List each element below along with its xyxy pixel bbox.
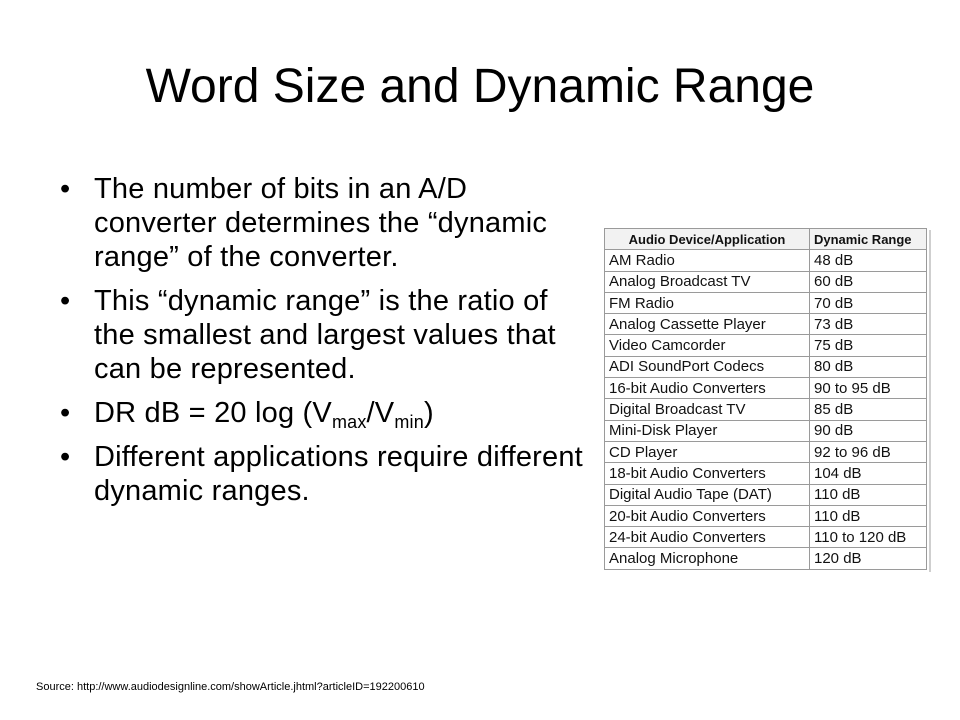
- formula-sub-max: max: [331, 412, 367, 432]
- table-row: [605, 356, 927, 377]
- table-edge-shadow: [929, 230, 931, 572]
- cell-device: Analog Cassette Player: [605, 314, 810, 335]
- bullet-list: [48, 172, 588, 518]
- cell-dynamic-range: 120 dB: [810, 548, 927, 569]
- table-row: [605, 292, 927, 313]
- bullet-text: Different applications require different dynamic ranges.: [94, 441, 583, 507]
- table-row: [605, 505, 927, 526]
- table-row: [605, 441, 927, 462]
- column-header-device: Audio Device/Application: [605, 229, 810, 250]
- cell-dynamic-range: 110 dB: [810, 505, 927, 526]
- cell-dynamic-range: 75 dB: [810, 335, 927, 356]
- bullet-marker: •: [60, 441, 71, 473]
- formula-sub-min: min: [394, 412, 424, 432]
- cell-device: Digital Broadcast TV: [605, 399, 810, 420]
- cell-device: Analog Microphone: [605, 548, 810, 569]
- bullet-item: [48, 396, 588, 430]
- cell-device: ADI SoundPort Codecs: [605, 356, 810, 377]
- cell-dynamic-range: 85 dB: [810, 399, 927, 420]
- bullet-marker: •: [60, 173, 71, 205]
- source-citation: Source: http://www.audiodesignline.com/showArticle.jhtml?articleID=192200610: [36, 681, 425, 693]
- cell-device: 24-bit Audio Converters: [605, 527, 810, 548]
- cell-device: Mini-Disk Player: [605, 420, 810, 441]
- bullet-marker: •: [60, 285, 71, 317]
- cell-device: Video Camcorder: [605, 335, 810, 356]
- cell-device: AM Radio: [605, 250, 810, 271]
- cell-dynamic-range: 80 dB: [810, 356, 927, 377]
- table-row: [605, 463, 927, 484]
- table-row: [605, 420, 927, 441]
- cell-dynamic-range: 73 dB: [810, 314, 927, 335]
- bullet-marker: •: [60, 397, 71, 429]
- formula-suffix: ): [423, 397, 434, 429]
- bullet-text: The number of bits in an A/D converter determines the “dynamic range” of the converter.: [94, 173, 548, 273]
- cell-dynamic-range: 60 dB: [810, 271, 927, 292]
- cell-device: 20-bit Audio Converters: [605, 505, 810, 526]
- formula-middle: /V: [366, 397, 395, 429]
- formula-prefix: DR dB = 20 log (V: [94, 397, 332, 429]
- slide-title: Word Size and Dynamic Range: [145, 60, 815, 113]
- table-row: [605, 250, 927, 271]
- cell-dynamic-range: 104 dB: [810, 463, 927, 484]
- table-header-row: [605, 229, 927, 250]
- cell-device: Digital Audio Tape (DAT): [605, 484, 810, 505]
- cell-dynamic-range: 48 dB: [810, 250, 927, 271]
- cell-device: FM Radio: [605, 292, 810, 313]
- dynamic-range-table: [604, 228, 927, 570]
- bullet-item: [48, 284, 588, 386]
- table-row: [605, 484, 927, 505]
- dynamic-range-table-container: [604, 228, 927, 570]
- cell-dynamic-range: 90 to 95 dB: [810, 378, 927, 399]
- table-body: [605, 250, 927, 569]
- cell-device: 16-bit Audio Converters: [605, 378, 810, 399]
- cell-device: 18-bit Audio Converters: [605, 463, 810, 484]
- cell-dynamic-range: 70 dB: [810, 292, 927, 313]
- table-row: [605, 548, 927, 569]
- table-row: [605, 271, 927, 292]
- bullet-item: [48, 440, 588, 508]
- table-row: [605, 335, 927, 356]
- cell-dynamic-range: 90 dB: [810, 420, 927, 441]
- cell-device: CD Player: [605, 441, 810, 462]
- table-row: [605, 399, 927, 420]
- bullet-text: This “dynamic range” is the ratio of the smallest and largest values that can be represented.: [94, 285, 556, 385]
- bullet-item: [48, 172, 588, 274]
- cell-dynamic-range: 110 dB: [810, 484, 927, 505]
- cell-dynamic-range: 92 to 96 dB: [810, 441, 927, 462]
- formula: [94, 396, 588, 430]
- cell-device: Analog Broadcast TV: [605, 271, 810, 292]
- cell-dynamic-range: 110 to 120 dB: [810, 527, 927, 548]
- column-header-range: Dynamic Range: [810, 229, 927, 250]
- table-row: [605, 314, 927, 335]
- table-row: [605, 527, 927, 548]
- table-row: [605, 378, 927, 399]
